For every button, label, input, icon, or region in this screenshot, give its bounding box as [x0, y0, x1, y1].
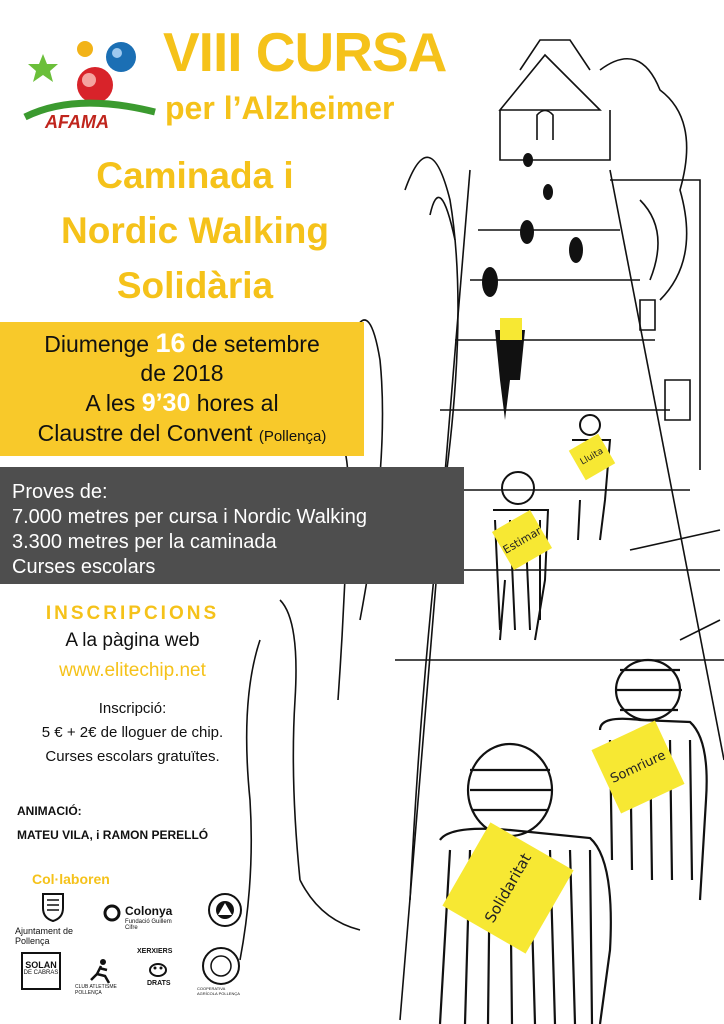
date-box [0, 322, 364, 456]
event-description [20, 148, 370, 313]
date-day-prefix: Diumenge [44, 331, 150, 357]
time-prefix: A les [85, 390, 136, 416]
club-atletisme-logo [75, 948, 125, 996]
ajuntament-text: Ajuntament de Pollença [15, 926, 74, 946]
colonya-logo [103, 902, 183, 932]
runner-icon [85, 958, 115, 984]
solan-subtext: DE CABRAS [23, 970, 59, 976]
proves-item: 3.300 metres per la caminada [12, 531, 277, 553]
cooperativa-text: COOPERATIVA AGRÍCOLA POLLENÇA [197, 986, 240, 996]
club-text: CLUB ATLETISME POLLENÇA [75, 984, 117, 996]
solan-de-cabras-logo [21, 952, 61, 990]
proves-item: Curses escolars [12, 556, 156, 578]
date-day-suffix: de setembre [191, 331, 320, 357]
xerxiers-text: XERXIERS [137, 948, 173, 955]
xerxiers-drats-logo [135, 948, 185, 992]
description-line-2: Nordic Walking [61, 210, 329, 251]
solan-text: SOLAN [25, 960, 57, 970]
fee-amount: 5 € + 2€ de lloguer de chip. [41, 724, 224, 741]
date-day: 16 [155, 328, 186, 358]
ajuntament-logo [15, 890, 85, 946]
proves-title: Proves de: [12, 481, 108, 503]
colonya-c-icon [103, 904, 121, 922]
sticky-note-solidaritat: Solidaritat [442, 822, 573, 953]
cooperativa-seal-icon [201, 946, 241, 986]
place-line [0, 420, 364, 450]
animacio-label: ANIMACIÓ: [17, 804, 82, 818]
place-name: Claustre del Convent [37, 420, 253, 446]
ajuntament-shield-icon [41, 892, 65, 922]
afama-logo [15, 12, 165, 137]
web-label: A la pàgina web [65, 630, 200, 651]
sticky-note-small [500, 318, 522, 340]
description-line-1: Caminada i [96, 155, 294, 196]
time-line [0, 390, 364, 417]
time-value: 9’30 [141, 389, 191, 417]
registration-link[interactable]: www.elitechip.net [59, 660, 206, 681]
place-note: (Pollença) [258, 428, 327, 445]
afama-logo-text: AFAMA [45, 112, 109, 132]
proves-box [0, 467, 464, 584]
date-line [0, 330, 364, 358]
event-subtitle: per l’Alzheimer [165, 90, 395, 126]
collaborator-logos [15, 890, 245, 1000]
sticky-note-somriure: Somriure [591, 720, 684, 813]
sticky-note-lluita: Lluita [569, 434, 615, 480]
drats-mascot-icon [147, 960, 169, 978]
civil-protection-emblem-icon [207, 892, 243, 928]
colonya-subtext: Fundació Guillem Cifre [125, 919, 172, 931]
time-suffix: hores al [196, 390, 279, 416]
sticky-note-estimar: Estimar [492, 510, 552, 570]
free-school-races: Curses escolars gratuïtes. [45, 748, 220, 765]
colonya-text: Colonya [125, 904, 173, 918]
inscripcions-info [0, 630, 265, 780]
inscripcions-title: INSCRIPCIONS [45, 603, 220, 624]
description-line-3: Solidària [116, 265, 274, 306]
collaborators-label: Col·laboren [32, 871, 110, 887]
fee-label: Inscripció: [98, 700, 167, 717]
proves-item: 7.000 metres per cursa i Nordic Walking [12, 506, 367, 528]
cooperativa-logo [197, 946, 245, 994]
animacio [17, 799, 208, 847]
event-title: VIII CURSA [163, 21, 447, 83]
date-year: de 2018 [140, 360, 224, 386]
animacio-names: MATEU VILA, i RAMON PERELLÓ [17, 828, 209, 842]
drats-text: DRATS [147, 980, 171, 987]
